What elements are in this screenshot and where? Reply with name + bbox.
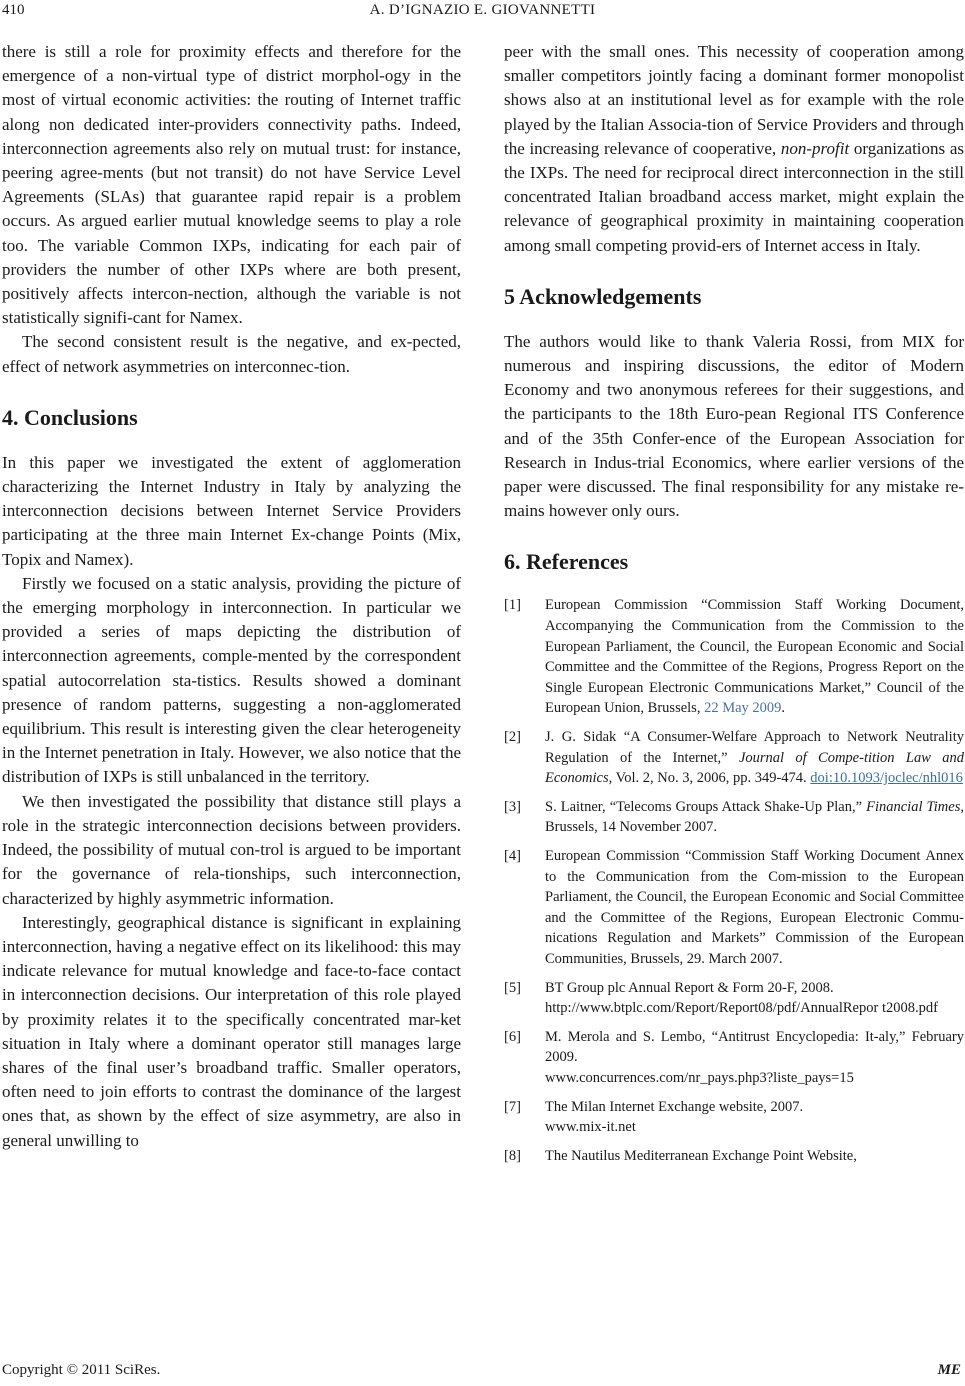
paragraph: peer with the small ones. This necessity of cooperation among smaller competitors jointly facing a dominant former monopolist shows also at an institutional level as for example with the role played by the Italian Associa-tion of Service Providers and through the increasing relevance of cooperative, non-profit organizations as the IXPs. The need for reciprocal direct interconnection in the still concentrated Italian broadband access market, might explain the relevance of geographical proximity in maintaining cooperation among small competing provid-ers of Internet access in Italy.	[504, 42, 964, 255]
paragraph: In this paper we investigated the extent of agglomeration characterizing the Internet Industry in Italy by analyzing the interconnection decisions between Internet Service Providers participating at the three main Internet Ex-change Points (Mix, Topix and Namex).	[2, 452, 461, 569]
reference-number: [7]	[504, 1098, 521, 1115]
copyright-footer: Copyright © 2011 SciRes.	[2, 1362, 161, 1378]
reference-number: [8]	[504, 1147, 521, 1164]
reference-item: [3] S. Laitner, “Telecoms Groups Attack Shake-Up Plan,” Financial Times, Brussels, 14 November 2007.	[504, 798, 964, 836]
reference-item: [8] The Nautilus Mediterranean Exchange Point Website,	[504, 1146, 964, 1167]
reference-number: [4]	[504, 847, 521, 864]
reference-item: [7] The Milan Internet Exchange website, 2007. www.mix-it.net	[504, 1097, 964, 1138]
reference-url[interactable]: www.mix-it.net	[545, 1119, 636, 1136]
reference-number: [1]	[504, 597, 521, 614]
reference-item: [5] BT Group plc Annual Report & Form 20-F, 2008. http://www.btplc.com/Report/Report08/pdf/AnnualRepor t2008.pdf	[504, 978, 964, 1019]
running-head: A. D’IGNAZIO E. GIOVANNETTI	[369, 2, 596, 18]
reference-item: [6] M. Merola and S. Lembo, “Antitrust Encyclopedia: It-aly,” February 2009. www.concurrences.com/nr_pays.php3?liste_pays=15	[504, 1027, 964, 1089]
paragraph: The authors would like to thank Valeria Rossi, from MIX for numerous and inspiring discussions, the editor of Modern Economy and two anonymous referees for their suggestions, and the participants to the 18th Euro-pean Regional ITS Conference and of the 35th Confer-ence of the European Association for Research in Indus-trial Economics, where earlier versions of the paper were discussed. The final responsibility for any mistake re-mains however only ours.	[504, 331, 964, 521]
right-column	[504, 40, 964, 1174]
left-column	[2, 40, 461, 1153]
paragraph: The second consistent result is the negative, and ex-pected, effect of network asymmetries on interconnec-tion.	[2, 332, 461, 376]
section-heading-references: 6. References	[504, 549, 629, 575]
doi-link[interactable]: doi:10.1093/joclec/nhl016	[810, 770, 963, 787]
paragraph: Firstly we focused on a static analysis, providing the picture of the emerging morphology in interconnection. In particular we provided a series of maps depicting the distribution of interconnection agreements, comple-mented by the correspondent spatial autocorrelation sta-tistics. Results showed a dominant presence of random patterns, suggesting a non-agglomerated equilibrium. This result is interesting given the clear heterogeneity in the Internet penetration in Italy. However, we also notice that the distribution of IXPs is still unbalanced in the territory.	[2, 573, 461, 787]
page-number: 410	[2, 2, 25, 18]
reference-url[interactable]: http://www.btplc.com/Report/Report08/pdf/AnnualRepor t2008.pdf	[545, 1000, 938, 1017]
paragraph: We then investigated the possibility that distance still plays a role in the strategic interconnection decisions between providers. Indeed, the possibility of mutual con-trol is argued to be important for the governance of rela-tionships, such interconnection, characterized by highly asymmetric information.	[2, 791, 461, 908]
paragraph: Interestingly, geographical distance is significant in explaining interconnection, having a negative effect on its likelihood: this may indicate relevance for mutual knowledge and face-to-face contact in interconnection decisions. Our interpretation of this role played by proximity relates it to the specifically concentrated mar-ket situation in Italy where a dominant operator still manages large shares of the final user’s broadband traffic. Smaller operators, often need to join efforts to contrast the dominance of the largest ones that, as shown by the effect of size asymmetry, are also in general unwilling to	[2, 912, 461, 1150]
reference-item: [4] European Commission “Commission Staff Working Document Annex to the Communication from the Com-mission to the European Parliament, the Council, the European Economic and Social Committee and the Committee of the Regions, European Electronic Commu-nications Regulation and Markets” Commission of the European Communities, Brussels, 29. March 2007.	[504, 847, 964, 967]
paragraph: there is still a role for proximity effects and therefore for the emergence of a non-virtual type of district morphol-ogy in the most of virtual economic activities: the routing of Internet traffic along non dedicated inter-providers connectivity paths. Indeed, interconnection agreements also rely on mutual trust: for instance, peering agree-ments (but not transit) do not have Service Level Agreements (SLAs) that guarantee rapid repair is a problem occurs. As argued earlier mutual knowledge seems to play a role too. The variable Common IXPs, indicating for each pair of providers the number of other IXPs where are both present, positively affects intercon-nection, although the variable is not statistically signifi-cant for Namex.	[2, 42, 461, 328]
reference-url[interactable]: www.concurrences.com/nr_pays.php3?liste_pays=15	[545, 1069, 854, 1086]
reference-number: [5]	[504, 979, 521, 996]
reference-item: [2] J. G. Sidak “A Consumer-Welfare Approach to Network Neutrality Regulation of the Internet,” Journal of Compe-tition Law and Economics, Vol. 2, No. 3, 2006, pp. 349-474. doi:10.1093/joclec/nhl016	[504, 729, 964, 787]
journal-abbrev-footer: ME	[937, 1362, 961, 1378]
reference-number: [2]	[504, 729, 521, 746]
reference-item: [1] European Commission “Commission Staff Working Document, Accompanying the Communication from the Commission to the European Parliament, the Council, the European Economic and Social Committee and the Committee of the Regions, Progress Report on the Single European Electronic Communications Market,” Council of the European Union, Brussels, 22 May 2009.	[504, 597, 964, 717]
emphasis-non-profit: non-profit	[780, 138, 850, 158]
reference-number: [3]	[504, 798, 521, 815]
section-heading-acknowledgements: 5 Acknowledgements	[504, 283, 702, 309]
reference-list	[504, 595, 964, 1166]
reference-number: [6]	[504, 1028, 521, 1045]
section-heading-conclusions: 4. Conclusions	[2, 404, 138, 430]
